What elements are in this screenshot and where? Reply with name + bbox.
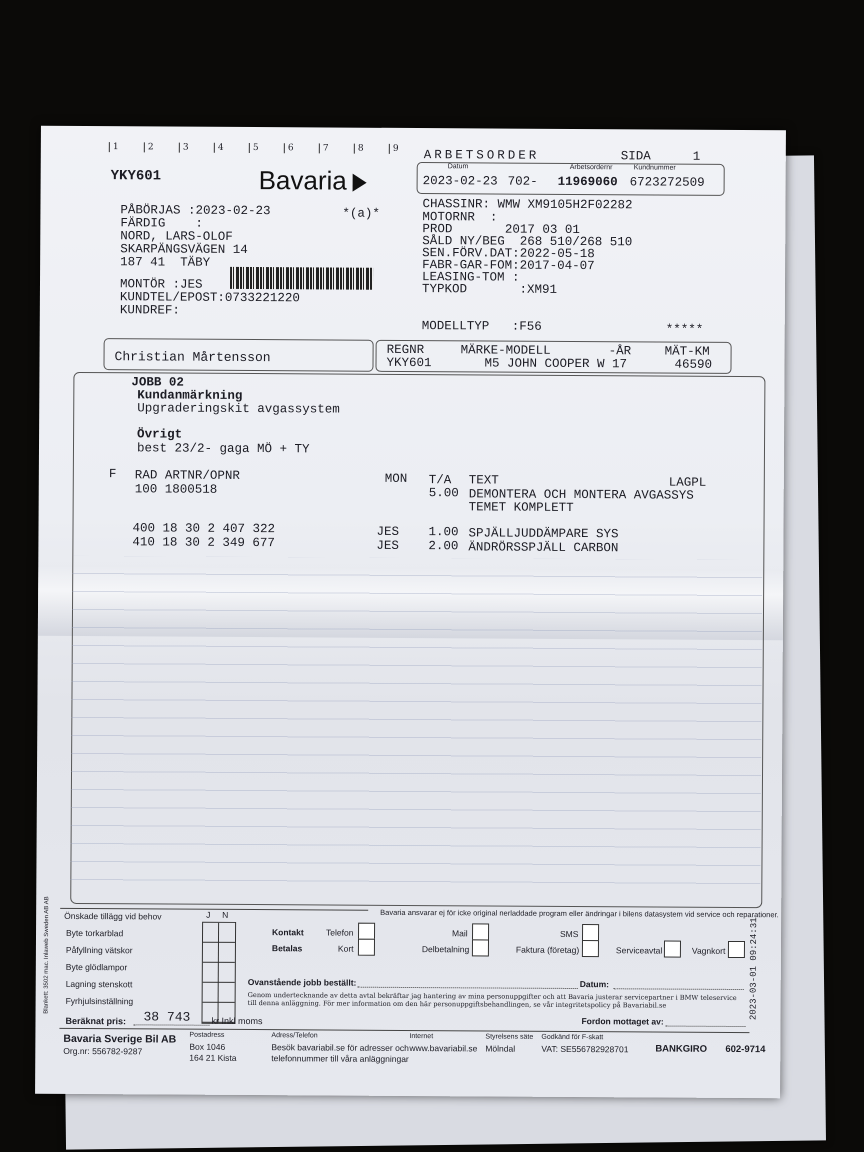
prod: PROD 2017 03 01 (422, 222, 580, 238)
ruler-mark: 7 (319, 143, 354, 153)
telefon-checkbox[interactable] (358, 923, 375, 940)
regnr-header: YKY601 (110, 168, 162, 185)
datum-field-label: Datum: (579, 979, 610, 990)
ruler-mark: 2 (144, 142, 179, 152)
row-text: DEMONTERA OCH MONTERA AVGASSYS (468, 487, 694, 503)
fabr-gar: FABR-GAR-FOM:2017-04-07 (422, 258, 595, 274)
footer-divider (59, 1028, 749, 1033)
ruler-mark: 6 (284, 143, 319, 153)
col-mat-km: MÄT-KM (664, 344, 710, 359)
vat-number: VAT: SE556782928701 (541, 1043, 629, 1055)
arbetsordernr: 11969060 (557, 174, 618, 190)
mail-checkbox[interactable] (472, 923, 489, 940)
leasing: LEASING-TOM : (422, 270, 520, 285)
option-label: Fyrhjulsinställning (65, 995, 134, 1007)
row-mon: JES (376, 524, 400, 539)
fordon-signature-line[interactable] (665, 1026, 745, 1027)
bankgiro-number: 602-9714 (725, 1043, 766, 1056)
kundref: KUNDREF: (119, 303, 180, 318)
ruler-mark: 4 (214, 143, 249, 153)
sen-forv: SEN.FÖRV.DAT:2022-05-18 (422, 246, 595, 262)
adress-label: Adress/Telefon (271, 1032, 318, 1040)
col-text: TEXT (468, 473, 499, 488)
modelltyp: MODELLTYP :F56 (421, 319, 542, 334)
vagnkort-label: Vagnkort (691, 945, 726, 956)
paborjas: PÅBÖRJAS :2023-02-23 (120, 203, 271, 219)
col-regnr: REGNR (386, 342, 425, 358)
flag: *(a)* (342, 206, 380, 221)
row-rad: 400 18 30 2 407 322 (132, 521, 276, 537)
contact-box (103, 338, 373, 372)
mail-label: Mail (452, 928, 468, 939)
company-orgnr: Org.nr: 556782-9287 (63, 1045, 143, 1057)
work-order-sheet (35, 126, 786, 1099)
option-label: Påfyllning vätskor (65, 944, 133, 956)
postadress-line: Box 1046 (189, 1041, 226, 1052)
order-code: 702- (507, 174, 538, 189)
bankgiro-label: BANKGIRO (655, 1043, 708, 1055)
row-ta: 5.00 (428, 486, 459, 501)
page-label: SIDA (620, 149, 651, 164)
brand-name: Bavaria (258, 165, 347, 196)
internet-label: Internet (409, 1033, 434, 1041)
j-label: J (206, 909, 211, 920)
col-lagpl: LAGPL (668, 475, 707, 490)
option-label: Byte torkarblad (66, 927, 124, 939)
bavaria-logo (259, 165, 367, 197)
row-text: ÄNDRÖRSSPJÄLL CARBON (468, 540, 619, 556)
ovrigt-text: best 23/2- gaga MÖ + TY (136, 441, 310, 457)
form-print-info: Blankett: 3502 mac. Inlaweb Sweden AB AB (43, 896, 51, 1014)
option-label: Lagning stenskott (65, 978, 133, 990)
motornr: MOTORNR : (422, 210, 498, 225)
ruler-mark: 5 (249, 143, 284, 153)
barcode (230, 267, 373, 290)
datum-line[interactable] (614, 988, 744, 990)
ruler-mark: 1 (109, 142, 144, 152)
sald: SÅLD NY/BEG 268 510/268 510 (422, 234, 633, 250)
adress-line: telefonnummer till våra anläggningar (271, 1053, 409, 1064)
disclaimer: Bavaria ansvarar ej för icke original nerladdade program eller ändringar i bilens datasystem vid service och reparationer. (380, 907, 779, 920)
page-number: 1 (692, 149, 701, 164)
kort-checkbox[interactable] (358, 939, 375, 956)
beraknat-pris-label: Beräknat pris: (65, 1015, 127, 1027)
customer-city: 187 41 TÄBY (120, 255, 211, 270)
kort-label: Kort (337, 943, 354, 954)
serviceavtal-label: Serviceavtal (615, 945, 663, 956)
vehicle-table-box (375, 340, 731, 374)
option-label: Byte glödlampor (65, 961, 128, 973)
vagnkort-checkbox[interactable] (728, 941, 745, 958)
job-title: JOBB 02 (131, 375, 184, 390)
contact-name: Christian Mårtensson (114, 349, 271, 366)
datum-label: Datum (447, 163, 469, 171)
col-rad-artnr: RAD ARTNR/OPNR (134, 468, 240, 483)
price-line (133, 1024, 209, 1025)
bestallt-signature-line[interactable] (358, 987, 578, 989)
internet-link[interactable]: www.bavariabil.se (409, 1043, 478, 1054)
order-info-box (417, 162, 725, 196)
kundtel: KUNDTEL/EPOST:0733221220 (119, 290, 300, 306)
kundnummer-label: Kundnummer (633, 164, 676, 172)
beraknat-pris-value: 38 743 (143, 1009, 191, 1025)
fskatt-label: Godkänd för F-skatt (541, 1033, 604, 1042)
vehicle-model: M5 JOHN COOPER W 17 (484, 356, 628, 372)
telefon-label: Telefon (326, 927, 354, 938)
row-ta: 2.00 (428, 539, 459, 554)
ruler-mark: 8 (354, 144, 389, 154)
kontakt-label: Kontakt (272, 927, 304, 938)
ruled-lines (70, 556, 762, 900)
sate-value: Mölndal (485, 1043, 516, 1054)
col-ar: -ÅR (608, 344, 632, 359)
order-date: 2023-02-23 (422, 174, 498, 189)
row-ta: 1.00 (428, 525, 459, 540)
col-ta: T/A (428, 473, 452, 488)
delbetalning-label: Delbetalning (421, 944, 470, 955)
company-name: Bavaria Sverige Bil AB (63, 1032, 177, 1046)
fordon-mottaget-label: Fordon mottaget av: (581, 1016, 664, 1027)
sms-checkbox[interactable] (582, 924, 599, 941)
row-rad: 100 1800518 (134, 482, 218, 497)
vehicle-km: 46590 (674, 357, 713, 372)
col-marke-modell: MÄRKE-MODELL (460, 343, 551, 358)
faktura-label: Faktura (företag) (515, 944, 580, 956)
consent-text: Genom undertecknande av detta avtal bekräftar jag hantering av mina personuppgifter och att Bavaria justerar servicepartner i BMW teleservice till denna anläggning. För mer information om den här personuppgiftsbehandlingen, se vår integritetspolicy på Bavariabil.se (247, 991, 737, 1010)
row-text: TEMET KOMPLETT (468, 500, 574, 515)
customer-name: NORD, LARS-OLOF (120, 229, 233, 244)
sms-label: SMS (560, 928, 579, 940)
document-title: ARBETSORDER (423, 148, 540, 163)
sate-label: Styrelsens säte (485, 1033, 534, 1041)
typkod: TYPKOD :XM91 (421, 282, 558, 297)
serviceavtal-checkbox[interactable] (664, 941, 681, 958)
col-mon: MON (384, 471, 408, 486)
ruler-marks (109, 142, 424, 154)
kundanmarkning-text: Upgraderingskit avgassystem (137, 401, 340, 417)
faktura-checkbox[interactable] (582, 940, 599, 957)
betalas-label: Betalas (271, 943, 303, 954)
beraknat-pris-suffix: kr Inkl moms (211, 1015, 263, 1027)
ovrigt-label: Övrigt (137, 427, 183, 442)
customer-street: SKARPÄNGSVÄGEN 14 (120, 242, 248, 257)
row-rad: 410 18 30 2 349 677 (132, 535, 275, 551)
print-timestamp: 2023-03-01 09:24:31 (748, 917, 760, 1021)
bestallt-label: Ovanstående jobb beställt: (247, 977, 357, 988)
n-label: N (222, 909, 229, 920)
delbetalning-checkbox[interactable] (472, 939, 489, 956)
kundanmarkning-label: Kundanmärkning (137, 388, 243, 403)
col-f: F (108, 467, 117, 482)
postadress-label: Postadress (189, 1031, 225, 1039)
adress-line: Besök bavariabil.se för adresser och (271, 1042, 409, 1053)
ruler-mark: 3 (179, 143, 214, 153)
ruler-mark: 9 (389, 144, 424, 154)
montor: MONTÖR :JES (119, 277, 203, 292)
bavaria-logo-icon (353, 174, 367, 192)
chassinr: CHASSINR: WMW XM9105H2F02282 (422, 197, 633, 213)
row-text: SPJÄLLJUDDÄMPARE SYS (468, 526, 619, 542)
row-mon: JES (376, 538, 399, 553)
kundnummer: 6723272509 (629, 175, 705, 190)
onskade-label: Önskade tillägg vid behov (64, 910, 162, 922)
arbetsordernr-label: Arbetsordernr (569, 163, 613, 172)
postadress-line: 164 21 Kista (189, 1052, 237, 1063)
vehicle-regnr: YKY601 (386, 355, 432, 371)
option-checkbox-grid[interactable] (201, 922, 236, 1024)
fardig: FÄRDIG : (120, 216, 203, 231)
stars: ***** (665, 322, 704, 337)
